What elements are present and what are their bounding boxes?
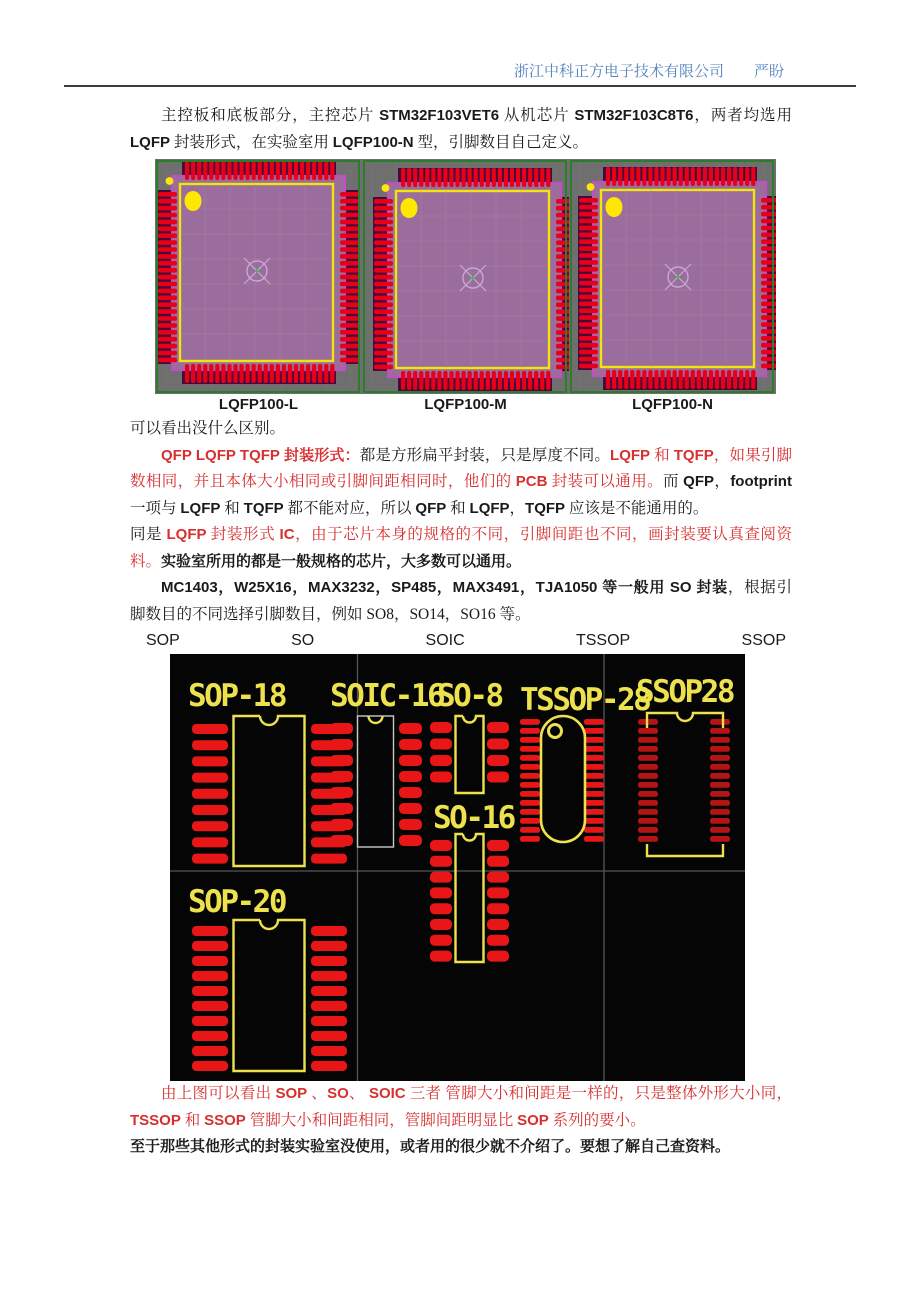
figure1-captions [155, 394, 776, 416]
text-segment: 主控板和底板部分，主控芯片 [161, 107, 380, 124]
text-segment: 封装可以通用。 [547, 473, 663, 490]
text-segment: PCB [515, 473, 548, 490]
text-segment: ， [714, 473, 731, 490]
text-segment: 三者 管脚大小和间距是一样的，只是整体外形大小同， [405, 1085, 792, 1102]
paragraph-lqfp-ic [130, 522, 792, 575]
text-segment: 可以看出没什么区别。 [130, 420, 286, 437]
text-segment: 应该是不能通用的。 [565, 499, 709, 517]
text-segment: ，两者均选用 [693, 107, 792, 124]
label-soic: SOIC [425, 632, 465, 649]
text-segment: 至于那些其他形式的封装实验室没使用，或者用的很少就不介绍了。要想了解自己查资料。 [130, 1138, 731, 1155]
text-segment: 同是 [130, 526, 167, 543]
label-so: SO [291, 632, 315, 649]
header-rule [64, 85, 856, 87]
text-segment: IC [279, 526, 295, 543]
footprint-label: SO-8 [437, 678, 502, 714]
text-segment: ，根据引脚数目的不同选择引脚数目，例如 SO8，SO14，SO16 等。 [130, 579, 792, 623]
footprint-label: SOP-18 [188, 678, 285, 714]
text-segment: LQFP [469, 499, 510, 517]
document-body [130, 103, 792, 1161]
text-segment: 由上图可以看出 [161, 1085, 276, 1102]
text-segment: 和 [220, 499, 244, 517]
lqfp-panel-LQFP100-M [362, 159, 576, 394]
text-segment: ， [509, 499, 526, 517]
text-segment: 实验室所用的都是一般规格的芯片，大多数可以通用。 [161, 552, 522, 570]
paragraph-closing [130, 1134, 792, 1161]
text-segment: SO [327, 1085, 349, 1102]
text-segment: ，由于芯片本身的规格的不同，引脚间距也不同，画封装要认真查阅资料。 [130, 526, 792, 570]
footprint-label: SOIC-16 [330, 678, 444, 714]
text-segment: 从机芯片 [499, 107, 575, 124]
footprint-label: SO-16 [433, 800, 514, 836]
text-segment: SSOP [204, 1111, 246, 1129]
text-segment: QFP [683, 473, 715, 490]
text-segment: QFP [415, 499, 447, 517]
text-segment: STM32F103VET6 [379, 107, 500, 124]
text-segment: 和 [180, 1111, 205, 1129]
page-header [514, 60, 784, 81]
text-segment: footprint [730, 473, 792, 490]
paragraph-so-chips [130, 575, 792, 628]
text-segment: LQFP [130, 133, 170, 151]
text-segment: SOP [517, 1111, 549, 1129]
text-segment: LQFP [610, 446, 651, 464]
text-segment: 、 [307, 1085, 328, 1102]
text-segment: ，如果引脚数相同，并且本体大小相同或引脚间距相同时，他们的 [130, 446, 792, 490]
label-sop: SOP [146, 632, 180, 649]
paragraph-no-difference [130, 416, 792, 443]
text-segment: 而 [663, 473, 684, 490]
footprint-label: SOP-20 [188, 884, 285, 920]
label-tssop: TSSOP [575, 632, 631, 649]
text-segment: LQFP100-N [332, 133, 414, 151]
text-segment: LQFP [180, 499, 221, 517]
text-segment: TQFP [243, 499, 284, 517]
label-ssop: SSOP [741, 632, 786, 649]
text-segment: 都不能对应，所以 [283, 499, 416, 517]
paragraph-qfp-lqfp-tqfp [130, 443, 792, 523]
caption-lqfp100-n: LQFP100-N [632, 396, 713, 413]
text-segment: 一项与 [130, 499, 181, 517]
text-segment: 和 [446, 499, 470, 517]
text-segment: 都是方形扁平封装，只是厚度不同。 [359, 446, 611, 464]
caption-lqfp100-l: LQFP100-L [218, 396, 299, 413]
text-segment: 封装形式 [206, 526, 280, 543]
lqfp100-figure [155, 159, 776, 394]
text-segment: SOP [275, 1085, 308, 1102]
header-company: 浙江中科正方电子技术有限公司 [513, 64, 724, 80]
lqfp-panel-LQFP100-L [155, 159, 362, 394]
text-segment: 系列的要小。 [548, 1111, 646, 1129]
sop-footprint-figure [170, 654, 745, 1081]
footprint-label: SSOP28 [636, 674, 733, 710]
text-segment: STM32F103C8T6 [574, 107, 694, 124]
package-name-row [146, 629, 786, 652]
caption-lqfp100-m: LQFP100-M [424, 396, 507, 413]
text-segment: 和 [650, 446, 674, 464]
lqfp100-footprints-image [155, 159, 776, 394]
text-segment: TSSOP [130, 1111, 181, 1129]
header-author: 严盼 [753, 64, 784, 80]
text-segment: 型，引脚数目自己定义。 [413, 133, 589, 151]
paragraph-sop-comparison [130, 1081, 792, 1134]
text-segment: SOIC [368, 1085, 406, 1102]
text-segment: 管脚大小和间距相同，管脚间距明显比 [245, 1111, 518, 1129]
footprint-label: TSSOP-28 [520, 682, 650, 718]
text-segment: TQFP [673, 446, 714, 464]
text-segment: 、 [348, 1085, 369, 1102]
text-segment: 封装形式，在实验室用 [170, 133, 333, 151]
text-segment: MC1403，W25X16，MAX3232，SP485，MAX3491，TJA1050 等一般用 SO 封装 [161, 579, 728, 596]
lqfp-panel-LQFP100-N [569, 159, 776, 394]
sop-footprints-image [170, 654, 745, 1081]
paragraph-intro [130, 103, 792, 156]
text-segment: QFP LQFP TQFP 封装形式： [161, 446, 360, 464]
text-segment: LQFP [166, 526, 207, 543]
text-segment: TQFP [525, 499, 566, 517]
